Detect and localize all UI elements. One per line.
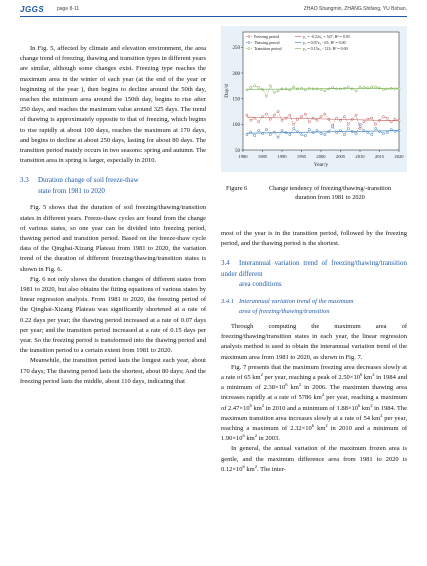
data-point [250, 131, 252, 133]
data-point [324, 90, 326, 92]
data-point [320, 116, 322, 118]
data-point [355, 132, 357, 134]
y-axis-label: Day/d [224, 84, 230, 98]
data-point [355, 90, 357, 92]
x-tick-label: 2015 [374, 154, 385, 159]
right-column [221, 229, 407, 475]
data-point [351, 118, 353, 120]
y-tick-label: 50 [235, 148, 240, 154]
data-point [308, 121, 310, 123]
y-tick-label: 250 [232, 46, 240, 52]
data-point [250, 119, 252, 121]
data-point [254, 85, 256, 87]
data-point [277, 110, 279, 112]
x-tick-label: 1985 [257, 154, 268, 159]
data-point [304, 135, 306, 137]
data-point [273, 114, 275, 116]
data-point [343, 116, 345, 118]
legend-equation: y₂ = 0.07x₂ - 65; R² = 0.00 [303, 40, 346, 45]
data-point [347, 127, 349, 129]
left-column [20, 44, 206, 387]
data-point [258, 129, 260, 131]
data-point [371, 86, 373, 88]
data-point [382, 132, 384, 134]
data-point [269, 134, 271, 136]
y-tick-label: 150 [232, 97, 240, 103]
data-point [316, 129, 318, 131]
data-point [316, 119, 318, 121]
data-point [246, 114, 248, 116]
data-point [265, 95, 267, 97]
data-point [371, 117, 373, 119]
data-point [355, 114, 357, 116]
data-point [390, 128, 392, 130]
data-point [269, 118, 271, 120]
data-point [375, 123, 377, 125]
data-point [359, 86, 361, 88]
data-point [289, 114, 291, 116]
data-point [246, 134, 248, 136]
y-tick-label: 100 [232, 123, 240, 129]
data-point [250, 86, 252, 88]
data-point [281, 119, 283, 121]
data-point [332, 126, 334, 128]
paragraph: Through computing the maximum area of freezing/thawing/transition states in each year, the linear regression analysis method is used to obtain the interannual variation trend of the maximum area from 1981 to 2020, as shown in Fig. 7. [221, 322, 407, 361]
data-point [277, 90, 279, 92]
legend-label: Freezing period [254, 34, 280, 39]
duration-chart [221, 26, 407, 172]
x-axis-label: Year/y [313, 162, 329, 168]
data-point [351, 88, 353, 90]
data-point [386, 117, 388, 119]
journal-logo: JGGS [20, 5, 45, 14]
x-tick-label: 1995 [296, 154, 307, 159]
data-point [300, 134, 302, 136]
data-point [375, 86, 377, 88]
x-tick-label: 2000 [316, 154, 326, 159]
data-point [258, 121, 260, 123]
data-point [359, 127, 361, 129]
x-tick-label: 1980 [238, 154, 248, 159]
data-point [371, 134, 373, 136]
paragraph: Meanwhile, the transition period lasts the longest each year, about 170 days; The thawing period lasts the shortest, about 80 days; And the freezing period lasts the middle, about 110 days, indicating that [20, 357, 206, 385]
data-point [378, 87, 380, 89]
paragraph: Fig. 7 presents that the maximum freezing area decreases slowly at a rate of 65 $km^2$ per year, reaching a peak of $2.50\times 10^6$ $km^2$ in 1984 and a minimum of $2.38\times 10^6$ $km^2$ in 2006. The maximum thawing area increases rapidly at a rate of 5786 $km^2$ per year, reaching a maximum of $2.47\times 10^6$ $km^2$ in 2010 and a minimum of $1.88\times 10^6$ $km^2$ in 1984. The maximum transition area increases slowly at a rate of 54 $km^2$ per year, reaching a maximum of $2.32\times 10^6$ $km^2$ in 2010 and a minimum of $1.90\times 10^6$ $km^2$ in 2003. [221, 363, 407, 443]
data-point [347, 86, 349, 88]
data-point [258, 86, 260, 88]
paragraph: Fig. 5 shows that the duration of soil freezing/thawing/transition states in different years. Freeze-thaw cycles are found from the change of various states, so one year can be divided into freezing period, thawing period and transition period. Based on the freeze-thaw cycle data of the Qinghai-Xizang Plateau from 1981 to 2020, the variation trend of the duration of different freezing/thawing/transition states is shown in Fig. 6. [20, 204, 206, 273]
data-point [382, 88, 384, 90]
data-point [363, 121, 365, 123]
data-point [281, 129, 283, 131]
data-point [367, 131, 369, 133]
data-point [390, 121, 392, 123]
data-point [312, 131, 314, 133]
figure-6 [221, 26, 407, 172]
data-point [308, 128, 310, 130]
data-point [293, 86, 295, 88]
data-point [359, 123, 361, 125]
data-point [269, 85, 271, 87]
data-point [265, 113, 267, 115]
data-point [347, 123, 349, 125]
subsection-heading-3-4-1: 3.4.1 Interannual variation trend of the maximum area of freezing/thawing/transition [221, 297, 354, 315]
legend-marker [248, 36, 250, 38]
data-point [324, 113, 326, 115]
section-heading-3-3: 3.3 Duration change of soil freeze-thaw state from 1981 to 2020 [20, 176, 139, 195]
data-point [273, 91, 275, 93]
data-point [375, 127, 377, 129]
data-point [289, 134, 291, 136]
legend-label: Transition period [254, 46, 282, 51]
legend-equation: y₁ = -0.22x₁ + 547; R² = 0.05 [303, 34, 350, 39]
data-point [328, 130, 330, 132]
data-point [382, 116, 384, 118]
data-point [320, 132, 322, 134]
data-point [277, 136, 279, 138]
header-rule [20, 16, 407, 17]
legend-marker [248, 48, 250, 50]
running-authors: ZHAO Shangmin, ZHANG Shifang, YU Bohan. [303, 6, 407, 12]
page-number: page 8-11 [57, 6, 80, 12]
figure-caption: Figure 6 Change tendency of freezing/thawing/-transition duration from 1981 to 2020 [226, 185, 392, 201]
paragraph: most of the year is in the transition period, followed by the freezing period, and the thawing period is the shortest. [221, 230, 407, 248]
data-point [304, 113, 306, 115]
data-point [293, 127, 295, 129]
data-point [265, 128, 267, 130]
legend-marker [248, 42, 250, 44]
paragraph: In Fig. 5, affected by climate and elevation environment, the area change trend of freezing, thawing and transition types in different years are similar, although some changes exist. Freezing type reaches the maximum area in the winter of each year (at the end of the year or beginning of the year ), then begins to decline around the 50th day, reaches the minimum area around the 150th day, begins to rise after 250 days, and reaches the maximum value around 325 days. The trend of thawing is approximately opposite to that of freezing, which begins to rise rapidly at about 100 days, reaches the maximum at 170 days, and begins to decline at about 250 days, lasting for about 80 days. The transition period mainly occurs in two seasons: spring and autumn. The transition area in spring is larger, especially in 2010. [20, 45, 206, 165]
x-tick-label: 1990 [277, 154, 287, 159]
page-header [0, 0, 427, 18]
data-point [343, 134, 345, 136]
y-tick-label: 200 [232, 71, 240, 77]
section-heading-3-4: 3.4 Interannual variation trend of freezing/thawing/transition under different area conditions [221, 259, 407, 289]
legend-label: Thawing period [254, 40, 280, 45]
data-point [386, 131, 388, 133]
data-point [324, 134, 326, 136]
x-tick-label: 2020 [394, 154, 404, 159]
data-point [339, 129, 341, 131]
x-tick-label: 2005 [335, 154, 346, 159]
paragraph: Fig. 6 not only shows the duration changes of different states from 1981 to 2020, but also obtains the fitting equations of various states by linear regression analysis. From 1981 to 2020, the freezing period of the Qinghai-Xizang Plateau was significantly shortened at a rate of 0.22 days per year; the thawing period increased at a rate of 0.07 days per year; and the transition period increased at a rate of 0.15 days per year. So the freezing period is transformed into the thawing period and the transition period to a certain extent from 1981 to 2020. [20, 275, 206, 355]
data-point [300, 116, 302, 118]
data-point [332, 86, 334, 88]
x-tick-label: 2010 [355, 154, 365, 159]
paragraph: In general, the annual variation of the maximum frozen area is gentle, and the maximum difference area from 1981 to 2020 is $0.12\times 10^6$ $km^2$. The inter- [221, 445, 407, 473]
data-point [293, 123, 295, 125]
data-point [394, 118, 396, 120]
data-point [254, 135, 256, 137]
data-point [363, 86, 365, 88]
legend-equation: y₃ = 0.15x₃ - 123; R² = 0.00 [303, 46, 348, 51]
